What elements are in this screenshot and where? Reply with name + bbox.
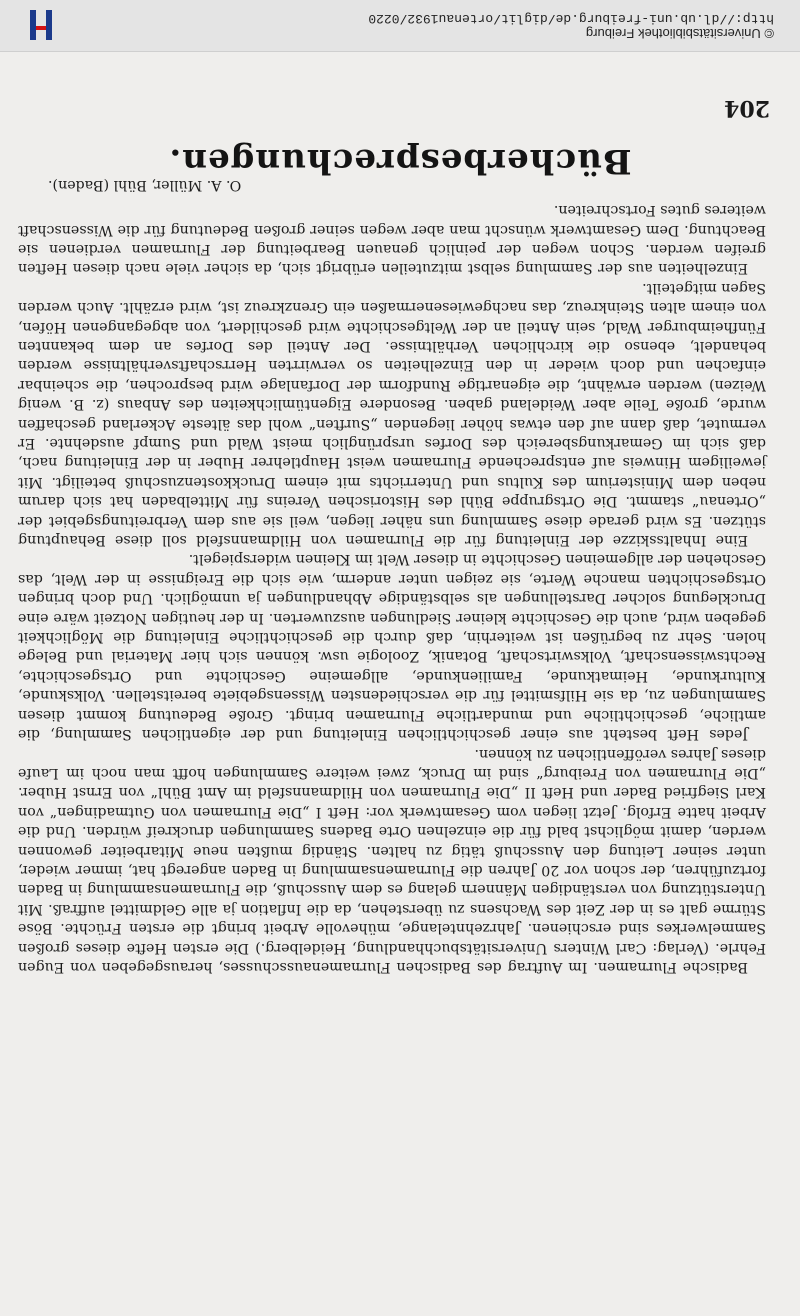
paragraph-1: Badische Flurnamen. Im Auftrag des Badischen Flurnamenausschusses, herausgegeben von Eugen Fehrle. (Verlag: Carl Winters Universitätsbuchhandlung, Heidelberg.) Die ersten Hefte dieses großen Sammelwerkes sind erschienen. Jahrzehntelange, mühevolle Arbeit bringt die ersten Früchte. Böse Stürme galt es in der Zeit des Wachsens zu überstehen, da die Inflation ja alle Geldmittel auffraß. Mit Unterstützung von verständigen Männern gelang es dem Ausschuß, die Flurnamensammlung in Baden fortzuführen, der schon vor 20 Jahren die Flurnamensammlung in Baden angeregt hat, immer wieder, unter seiner Leitung den Ausschuß tätig zu halten. Ständig mußten neue Mitarbeiter gewonnen werden, damit möglichst bald für die einzelnen Orte Badens Sammlungen druckreif würden. Und die Arbeit hatte Erfolg. Jetzt liegen vom Gesamtwerk vor: Heft I „Die Flurnamen von Gutmadingen“ von Karl Siegfried Bader und Heft II „Die Flurnamen von Hildmannsfeld im Amt Bühl“ von Ernst Huber. „Die Flurnamen von Freiburg“ sind im Druck, zwei weitere Sammlungen hofft man noch im Laufe dieses Jahres veröffentlichen zu können. — [18, 745, 766, 975]
logo-bar-left — [46, 10, 52, 40]
scanned-page — [0, 52, 800, 1316]
logo-accent — [36, 26, 46, 30]
page-number: 204 — [724, 95, 770, 121]
library-logo-icon — [22, 0, 58, 44]
paragraph-3: Eine Inhaltsskizze der Einleitung für die Flurnamen von Hildmannsfeld soll diese Behauptung stützen. Es wird gerade diese Sammlung uns näher liegen, weil sie aus dem Verbreitungsgebiet der „Ortenau“ stammt. Die Ortsgruppe Bühl des Historischen Vereins für Mittelbaden hat sich darum neben dem Ministerium des Kultus und Unterrichts mit einem Druckkostenzuschuß beteiligt. Mit jeweiligem Hinweis auf entsprechende Flurnamen weist Hauptlehrer Huber in der Einleitung nach, daß sich im Gemarkungsbereich des Dorfes ursprünglich meist Wald und Sumpf ausdehnte. Er vermutet, daß dann auf den etwas höher liegenden „Surften“ wohl das älteste Ackerland geschaffen wurde, große Teile aber Weideland gaben. Besondere Eigentümlichkeiten des Anbaus (z. B. wenig Weizen) werden erwähnt, die eigenartige Rundform der Dorfanlage wird besprochen, die scheinbar einfachen und doch wieder in den Einzelheiten so verwirrten Herrschaftsverhältnisse werden behandelt, ebenso die kirchlichen Verhältnisse. Der Anteil des Dorfes an dem bekannten Fünfheimburger Wald, sein Anteil an der Weltgeschichte wird geschildert, von abgegangenen Höfen, von einem alten Steinkreuz, das nachgewiesenermaßen ein Grenzkreuz ist, wird erzählt. Auch werden Sagen mitgeteilt. — [18, 279, 766, 549]
paragraph-2: Jedes Heft besteht aus einer geschichtlichen Einleitung und der eigentlichen Sammlung, die amtliche, geschichtliche und mundartliche Flurnamen bringt. Große Bedeutung kommt diesen Sammlungen zu, da sie Hilfsmittel für die verschiedensten Wissensgebiete bereitstellen. Volkskunde, Kulturkunde, Heimatkunde, Familienkunde, allgemeine Geschichte und Ortsgeschichte, Rechtswissenschaft, Volkswirtschaft, Botanik, Zoologie usw. können sich hier Material und Belege holen. Sehr zu begrüßen ist weiterhin, daß durch die geschichtliche Einleitung die Möglichkeit gegeben wird, auch die Geschichte kleiner Siedlungen auszuwerten. In der heutigen Notzeit wäre eine Drucklegung solcher Darstellungen als selbständige Abhandlungen ja unmöglich. Und doch bringen Ortsgeschichten manche Werte, sie zeigen unter anderm, wie sich die Ereignisse in der Welt, das Geschehen der allgemeinen Geschichte in dieser Welt im Kleinen widerspiegelt. — [18, 551, 766, 743]
source-url-link[interactable]: http://dl.ub.uni-freiburg.de/diglit/ortenau1932/0220 — [368, 11, 774, 26]
text-column — [18, 174, 766, 976]
paragraph-4: Einzelheiten aus der Sammlung selbst mitzuteilen erübrigt sich, da sicher viele nach diesen Heften greifen werden. Schon wegen der peinlich genauen Bearbeitung der Flurnamen verdienen sie Beachtung. Dem Gesamtwerk wünscht man aber wegen seiner großen Bedeutung für die Wissenschaft weiteres gutes Fortschreiten. — [18, 202, 766, 277]
copyright-notice: © Universitätsbibliothek Freiburg — [585, 26, 774, 41]
section-title: Bücherbesprechungen. — [168, 141, 632, 181]
logo-bar-right — [30, 10, 36, 40]
signature: O. A. Müller, Bühl (Baden). — [48, 176, 242, 193]
